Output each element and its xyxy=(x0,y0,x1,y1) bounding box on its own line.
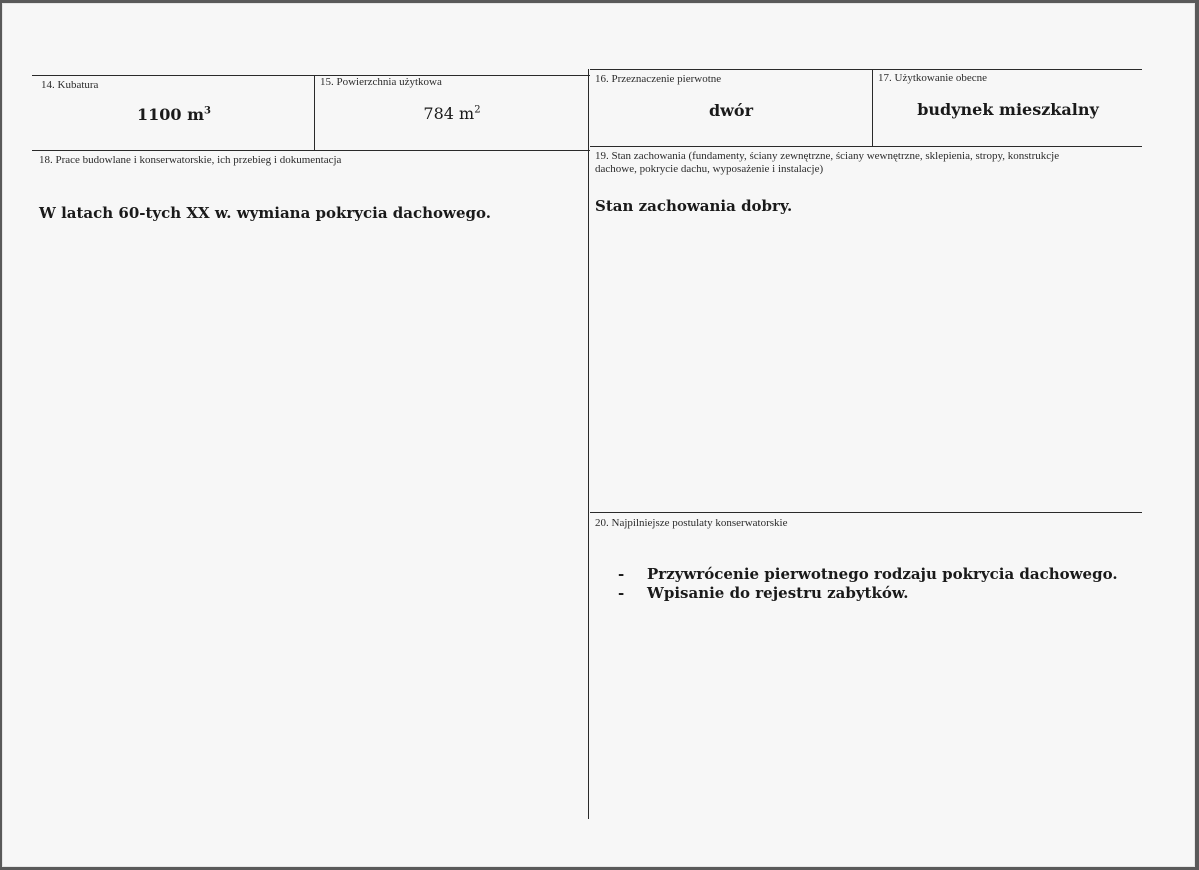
field-18-value: W latach 60-tych XX w. wymiana pokrycia dachowego. xyxy=(39,204,491,222)
field-19-label: 19. Stan zachowania (fundamenty, ściany zewnętrzne, ściany wewnętrzne, sklepienia, stropy, konstrukcje dachowe, pokrycie dachu, wyposażenie i instalacje) xyxy=(595,150,1060,175)
field-20-label: 20. Najpilniejsze postulaty konserwatorskie xyxy=(595,517,788,529)
row1-top-border-left xyxy=(32,75,590,76)
row1-top-border-right xyxy=(590,69,1142,70)
list-item: - Wpisanie do rejestru zabytków. xyxy=(618,584,909,602)
field-16-value: dwór xyxy=(708,101,754,120)
field-17-value: budynek mieszkalny xyxy=(917,100,1099,119)
field-16-label: 16. Przeznaczenie pierwotne xyxy=(595,73,722,85)
row1-bottom-border-left xyxy=(32,150,590,151)
field-15-label: 15. Powierzchnia użytkowa xyxy=(320,76,442,88)
main-vertical-divider xyxy=(588,69,589,819)
row1-bottom-border-right xyxy=(590,146,1142,147)
section-20-top-border xyxy=(590,512,1142,513)
list-item: - Przywrócenie pierwotnego rodzaju pokrycia dachowego. xyxy=(618,565,1118,583)
form-sheet xyxy=(2,3,1195,867)
field-17-label: 17. Użytkowanie obecne xyxy=(878,72,988,84)
field-14-value: 1100 $m^3$ xyxy=(137,105,211,124)
field-15-value: 784 $m^2$ xyxy=(423,104,481,123)
row1-divider-1 xyxy=(314,75,315,151)
field-18-label: 18. Prace budowlane i konserwatorskie, ich przebieg i dokumentacja xyxy=(39,154,342,166)
field-20-list xyxy=(618,565,1118,603)
field-19-value: Stan zachowania dobry. xyxy=(595,197,793,215)
row1-divider-3 xyxy=(872,69,873,147)
field-14-label: 14. Kubatura xyxy=(41,79,99,91)
